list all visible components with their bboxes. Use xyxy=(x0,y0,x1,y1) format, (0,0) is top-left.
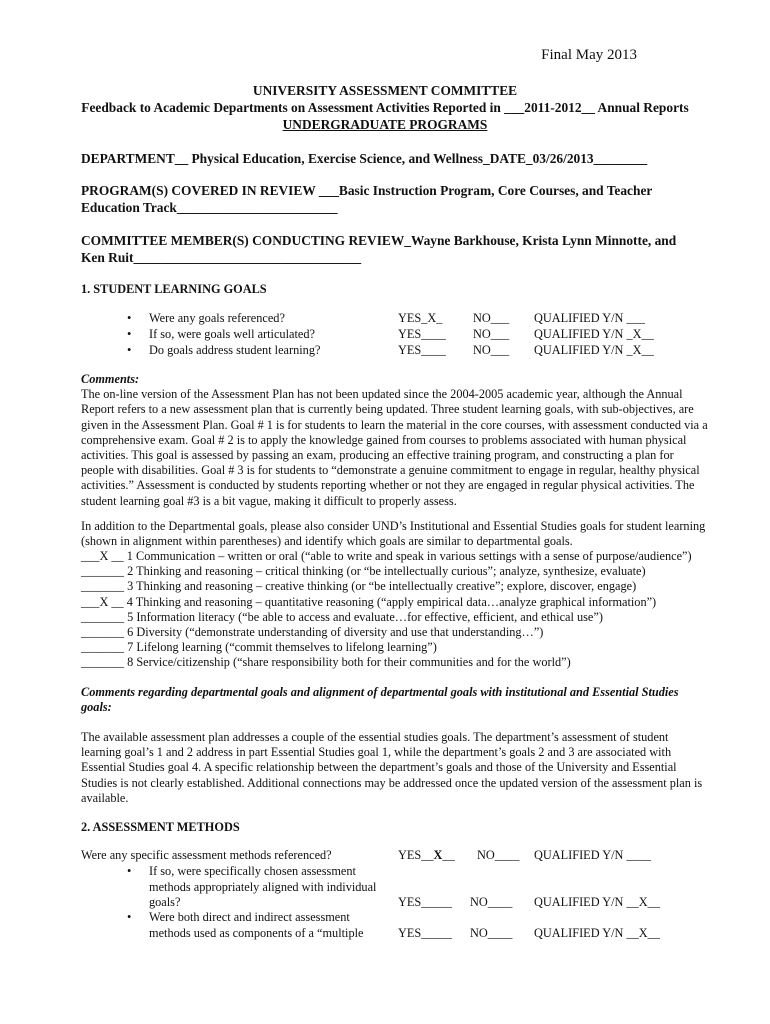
intro-line: (shown in alignment within parentheses) and identify which goals are similar to departmental goals. xyxy=(81,534,573,549)
question-line: methods appropriately aligned with individual xyxy=(149,879,377,894)
committee-members-line-1: COMMITTEE MEMBER(S) CONDUCTING REVIEW_Wayne Barkhouse, Krista Lynn Minnotte, and xyxy=(81,233,677,248)
question-text: Were any goals referenced? xyxy=(149,311,285,325)
bullet-icon: • xyxy=(127,343,132,357)
yes-field: YES_____ xyxy=(398,895,452,909)
yes-field: YES_____ xyxy=(398,926,452,940)
qualified-field: QUALIFIED Y/N ____ xyxy=(534,848,652,862)
goal-item: ___X __ 1 Communication – written or oral (“able to write and speak in various settings with a sense of purpose/audience”) xyxy=(81,549,692,563)
question-text xyxy=(149,864,389,911)
comment-line: The on-line version of the Assessment Plan has not been updated since the 2004-2005 academic year, although the Annual xyxy=(81,387,683,402)
qualified-field: QUALIFIED Y/N ___ xyxy=(534,311,645,325)
qualified-field: QUALIFIED Y/N _X__ xyxy=(534,327,654,341)
question-row xyxy=(0,327,770,344)
yes-field xyxy=(398,848,455,863)
no-field: NO___ xyxy=(473,311,510,325)
section2-heading: 2. ASSESSMENT METHODS xyxy=(81,820,240,834)
bullet-icon: • xyxy=(127,910,132,924)
goal-item: _______ 6 Diversity (“demonstrate understanding of diversity and use that understanding…”) xyxy=(81,625,544,640)
alignment-label xyxy=(81,685,731,715)
comment-line: comprehensive exam. Goal # 2 is to apply the knowledge gained from courses to problems associated with human physical xyxy=(81,432,687,447)
intro-line: In addition to the Departmental goals, please also consider UND’s Institutional and Essential Studies goals for student learning xyxy=(81,519,706,533)
yes-field: YES_X_ xyxy=(398,311,443,325)
alignment-line: Studies is not clearly established. Additional connections may be addressed once the updated version of the assessment plan is xyxy=(81,775,703,790)
goal-item: _______ 2 Thinking and reasoning – critical thinking (or “be intellectually curious”; analyze, synthesize, evaluate) xyxy=(81,564,646,579)
goal-item: _______ 8 Service/citizenship (“share responsibility both for their communities and for the world”) xyxy=(81,655,571,670)
comment-line: people with disabilities. Goal # 3 is for students to “demonstrate a genuine commitment to engage in regular, healthy physical xyxy=(81,463,700,478)
question-text: Do goals address student learning? xyxy=(149,343,321,357)
comment-line: activities.” Assessment is conducted by students reporting whether or not they are engaged in regular physical activities. The xyxy=(81,478,695,493)
alignment-line: available. xyxy=(81,790,129,805)
programs-covered-line-1: PROGRAM(S) COVERED IN REVIEW ___Basic Instruction Program, Core Courses, and Teacher xyxy=(81,183,653,198)
goal-item: _______ 3 Thinking and reasoning – creative thinking (or “be intellectually creative”; explore, discover, engage) xyxy=(81,579,637,594)
programs-title: UNDERGRADUATE PROGRAMS xyxy=(282,117,488,132)
question-line: Were both direct and indirect assessment xyxy=(149,910,350,924)
alignment-label-line: Comments regarding departmental goals and alignment of departmental goals with institutional and Essential Studies xyxy=(81,685,679,699)
comments-block xyxy=(81,372,731,509)
qualified-field: QUALIFIED Y/N _X__ xyxy=(534,343,654,357)
no-field: NO___ xyxy=(473,327,510,341)
goal-item: _______ 7 Lifelong learning (“commit themselves to lifelong learning”) xyxy=(81,640,437,655)
und-intro xyxy=(81,519,731,549)
comments-label: Comments: xyxy=(81,372,140,386)
bullet-icon: • xyxy=(127,311,132,325)
committee-members-line-2: Ken Ruit__________________________________ xyxy=(81,250,362,265)
und-goals-list xyxy=(81,549,692,671)
goal-item: _______ 5 Information literacy (“be able to access and evaluate…for effective, efficient, and ethical use”) xyxy=(81,609,603,624)
question-text: If so, were goals well articulated? xyxy=(149,327,315,341)
yes-field: YES____ xyxy=(398,343,446,357)
no-field: NO____ xyxy=(470,895,513,909)
alignment-line: The available assessment plan addresses a couple of the essential studies goals. The department’s assessment of student xyxy=(81,730,669,744)
yes-field: YES____ xyxy=(398,327,446,341)
alignment-line: Essential Studies goal 4. A specific relationship between the department’s goals and those of the University and Essential xyxy=(81,760,677,775)
programs-covered-line-2: Education Track________________________ xyxy=(81,200,338,215)
comment-line: activities. This goal is assessed by passing an exam, producing an effective training program, and constructing a plan for xyxy=(81,448,674,463)
yes-suffix: __ xyxy=(442,848,455,862)
yes-mark: X xyxy=(433,848,443,862)
no-field: NO___ xyxy=(473,343,510,357)
version-label: Final May 2013 xyxy=(541,47,637,63)
bullet-icon: • xyxy=(127,864,132,878)
alignment-text xyxy=(81,730,731,806)
committee-title: UNIVERSITY ASSESSMENT COMMITTEE xyxy=(252,83,518,98)
bullet-icon: • xyxy=(127,327,132,341)
question-row xyxy=(0,311,770,328)
question-text xyxy=(149,910,389,941)
alignment-line: learning goal’s 1 and 2 address in part Essential Studies goal 1, while the department’s goals 2 and 3 are associated with xyxy=(81,745,672,760)
yes-prefix: YES__ xyxy=(398,848,434,862)
question-line: If so, were specifically chosen assessment xyxy=(149,864,356,878)
comment-line: given in the Assessment Plan. Goal # 1 is for students to learn the material in the core courses, with assessment conducted via a xyxy=(81,417,708,432)
section1-heading: 1. STUDENT LEARNING GOALS xyxy=(81,282,267,296)
goal-item: ___X __ 4 Thinking and reasoning – quantitative reasoning (“apply empirical data…analyze graphical information”) xyxy=(81,594,657,609)
question-line: goals? xyxy=(149,895,181,909)
feedback-subtitle: Feedback to Academic Departments on Assessment Activities Reported in ___2011-2012__ Annual Reports xyxy=(81,100,689,115)
question-row xyxy=(0,343,770,360)
no-field: NO____ xyxy=(470,926,513,940)
no-field: NO____ xyxy=(477,848,520,862)
alignment-label-line: goals: xyxy=(81,700,112,715)
question-text: Were any specific assessment methods referenced? xyxy=(81,848,332,862)
qualified-field: QUALIFIED Y/N __X__ xyxy=(534,895,660,909)
qualified-field: QUALIFIED Y/N __X__ xyxy=(534,926,660,940)
question-line: methods used as components of a “multiple xyxy=(149,925,364,940)
comment-line: Report refers to a new assessment plan that is currently being updated. Three student learning goals, with sub-objectives, are xyxy=(81,402,694,417)
department-line: DEPARTMENT__ Physical Education, Exercise Science, and Wellness_DATE_03/26/2013________ xyxy=(81,151,648,166)
comment-line: student learning goal #3 is a bit vague, making it difficult to properly assess. xyxy=(81,493,457,508)
